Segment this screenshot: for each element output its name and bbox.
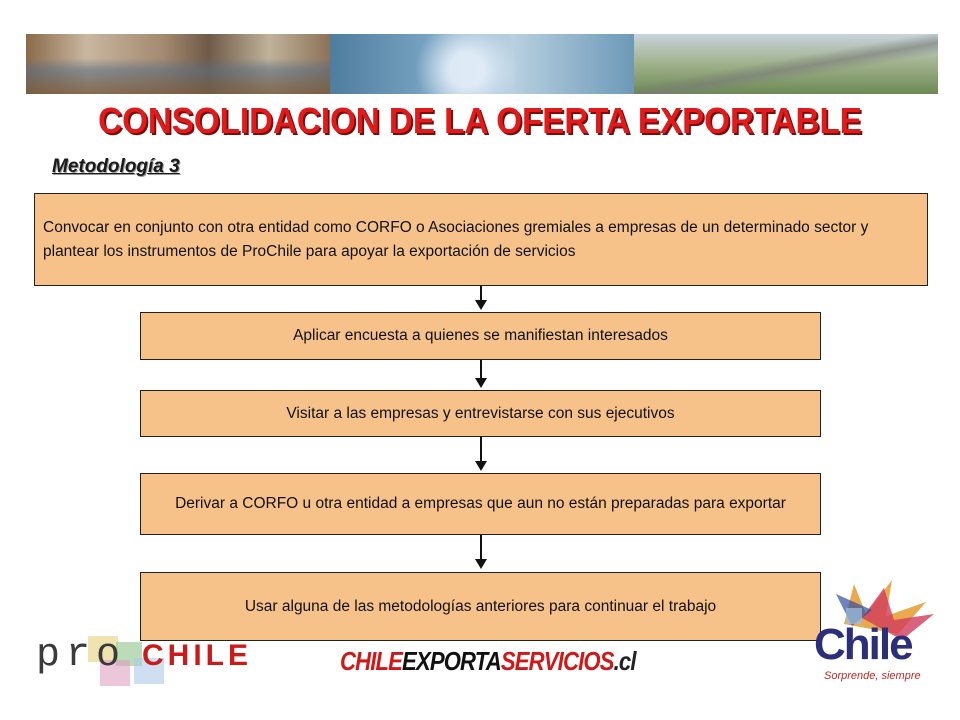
banner-photo-landscape bbox=[634, 34, 938, 94]
flow-step-3 bbox=[140, 390, 821, 437]
flow-step-2-text: Aplicar encuesta a quienes se manifiestan interesados bbox=[293, 327, 668, 345]
cx-part2: EXPORTA bbox=[402, 646, 501, 676]
flow-step-4 bbox=[140, 473, 821, 535]
header-banner bbox=[26, 34, 938, 94]
arrow-1-2 bbox=[480, 286, 482, 308]
cx-part3: SERVICIOS bbox=[500, 646, 614, 676]
cx-part1: CHILE bbox=[340, 646, 403, 676]
flow-step-5-text: Usar alguna de las metodologías anteriores para continuar el trabajo bbox=[244, 597, 717, 615]
chile-brand-word: Chile bbox=[814, 620, 912, 669]
flow-step-1 bbox=[34, 193, 928, 286]
flow-step-5 bbox=[140, 572, 821, 641]
slide-title: CONSOLIDACION DE LA OFERTA EXPORTABLE bbox=[98, 100, 862, 141]
banner-photo-office bbox=[330, 34, 634, 94]
prochile-logo bbox=[36, 633, 253, 678]
flow-step-2 bbox=[140, 312, 821, 360]
flow-step-4-text: Derivar a CORFO u otra entidad a empresas que aun no están preparadas para exportar bbox=[175, 495, 786, 513]
prochile-logo-chile: CHILE bbox=[142, 639, 253, 672]
flow-step-3-text: Visitar a las empresas y entrevistarse con sus ejecutivos bbox=[286, 404, 675, 422]
slide-subtitle: Metodología 3 bbox=[52, 156, 180, 177]
prochile-logo-pro: pro bbox=[36, 633, 127, 678]
banner-photo-city bbox=[26, 34, 330, 94]
arrow-3-4 bbox=[480, 437, 482, 469]
chilexportaservicios-logo bbox=[340, 646, 636, 677]
cx-part4: .cl bbox=[613, 646, 636, 676]
flow-step-1-text: Convocar en conjunto con otra entidad como CORFO o Asociaciones gremiales a empresas de un determinado sector y plantear los instrumentos de ProChile para apoyar la exportación de servicios bbox=[43, 219, 869, 260]
arrow-2-3 bbox=[480, 360, 482, 386]
arrow-4-5 bbox=[480, 535, 482, 567]
chile-brand-tagline: Sorprende, siempre bbox=[824, 670, 921, 682]
